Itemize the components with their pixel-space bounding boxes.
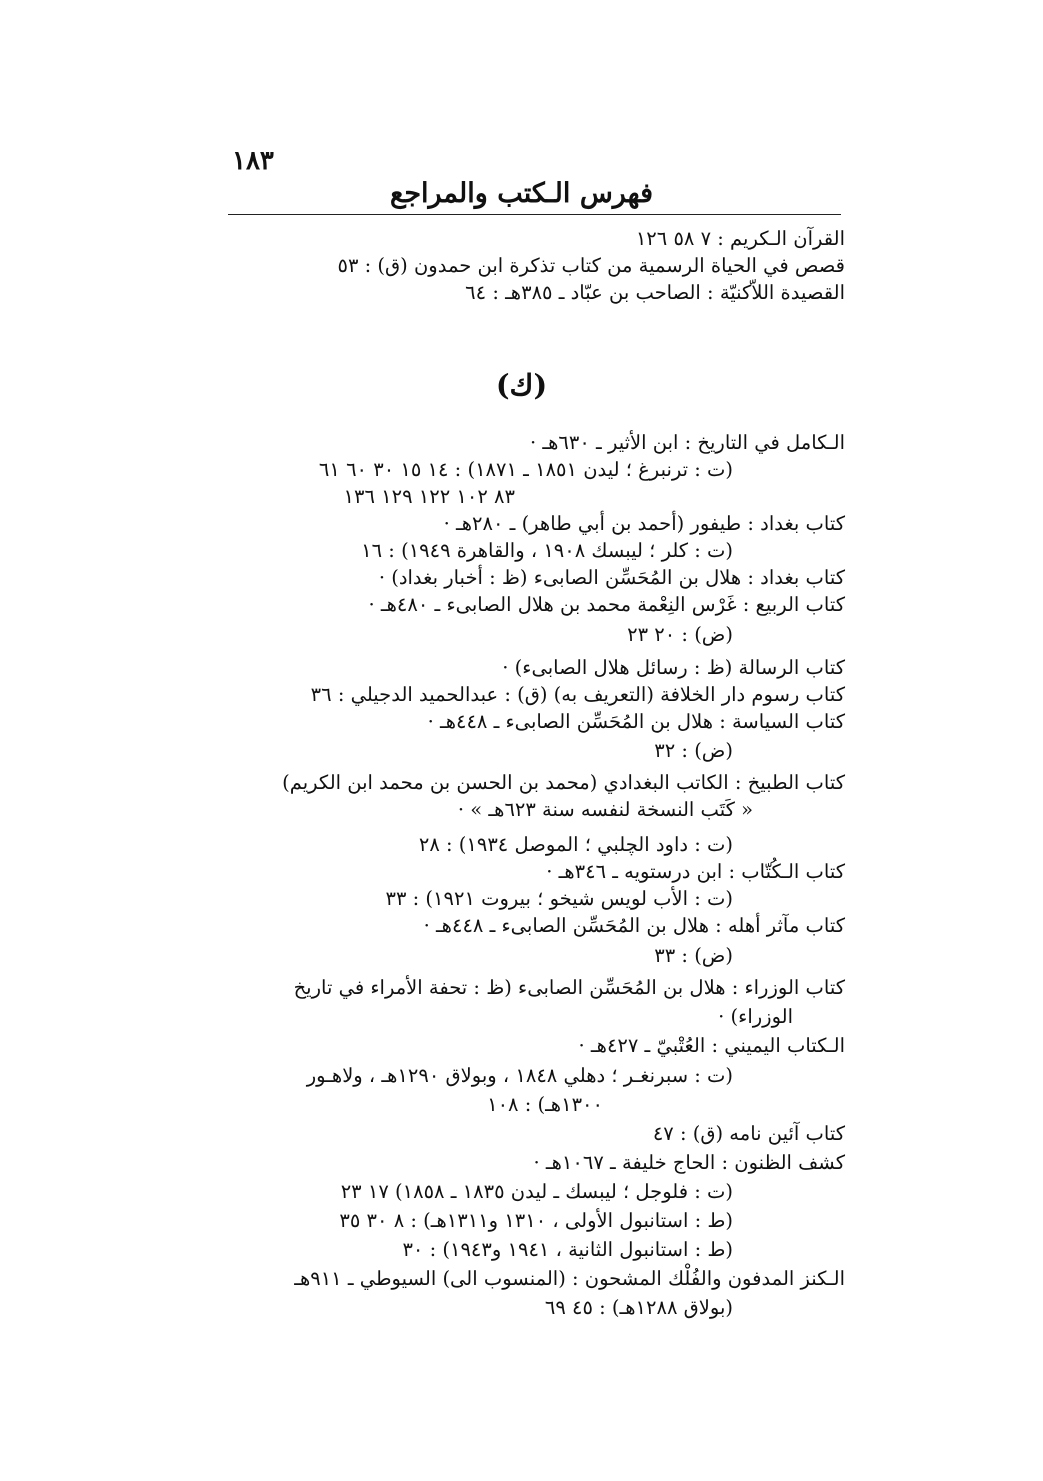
index-entry-detail: (ض) : ٣٢ [654,739,733,762]
index-entry-detail: ٨٣ ١٠٢ ١٢٢ ١٢٩ ١٣٦ [343,485,515,508]
index-entry: قصص في الحياة الرسمية من كتاب تذكرة ابن حمدون (ق) : ٥٣ [337,254,845,277]
index-entry: كتاب بغداد : هلال بن المُحَسِّن الصابىء (ظ : أخبار بغداد) · [378,566,845,589]
index-entry-detail: (ت : الأب لويس شيخو ؛ بيروت ١٩٢١) : ٣٣ [385,887,733,910]
index-entry: القصيدة اللاّكنيّة : الصاحب بن عبّاد ـ ٣٨٥هـ : ٦٤ [465,281,845,304]
index-entry-detail: ١٣٠٠هـ) : ١٠٨ [487,1093,603,1116]
index-entry-detail: (ط : استانبول الثانية ، ١٩٤١ و١٩٤٣) : ٣٠ [402,1238,733,1261]
index-entry: الـكنز المدفون والفُلْك المشحون : (المنسوب الى) السيوطي ـ ٩١١هـ [294,1267,845,1290]
index-entry: كتاب الطبيخ : الكاتب البغدادي (محمد بن الحسن بن محمد ابن الكريم) [282,771,845,794]
index-entry-detail: (ض) : ٢٠ ٢٣ [627,623,733,646]
index-entry: كتاب الربيع : غَرْس النِعْمة محمد بن هلال الصابىء ـ ٤٨٠هـ · [368,593,845,616]
index-entry: كتاب الرسالة (ظ : رسائل هلال الصابىء) · [502,656,845,679]
index-entry-detail: (ت : داود الچلبي ؛ الموصل ١٩٣٤) : ٢٨ [418,833,733,856]
index-entry: كتاب السياسة : هلال بن المُحَسِّن الصابىء ـ ٤٤٨هـ · [427,710,845,733]
section-letter: (ك) [495,368,548,402]
page-number: ١٨٣ [232,146,274,176]
index-entry-detail: الوزراء) · [718,1005,793,1028]
index-entry: كتاب مآثر أهله : هلال بن المُحَسِّن الصابىء ـ ٤٤٨هـ · [423,914,845,937]
index-entry-detail: (ض) : ٣٣ [654,944,733,967]
index-entry-detail: (ت : كلر ؛ ليبسك ١٩٠٨ ، والقاهرة ١٩٤٩) : ١٦ [361,539,733,562]
page-title: فهرس الـكتب والمراجع [389,178,654,209]
index-entry: القرآن الـكريم : ٧ ٥٨ ١٢٦ [635,227,845,250]
index-entry: كتاب آئين نامه (ق) : ٤٧ [652,1122,845,1145]
index-entry-detail: « كَتَب النسخة لنفسه سنة ٦٢٣هـ » · [457,798,753,821]
index-entry: كتاب بغداد : طيفور (أحمد بن أبي طاهر) ـ ٢٨٠هـ · [443,512,845,535]
index-entry: كتاب الـكُتّاب : ابن درستويه ـ ٣٤٦هـ · [546,860,845,883]
index-entry: كتاب رسوم دار الخلافة (التعريف به) (ق) : عبدالحميد الدجيلي : ٣٦ [310,683,845,706]
index-entry-detail: (ت : فلوجل ؛ ليبسك ـ ليدن ١٨٣٥ ـ ١٨٥٨) ١٧ ٢٣ [340,1180,733,1203]
index-entry: الـكامل في التاريخ : ابن الأثير ـ ٦٣٠هـ · [530,431,845,454]
index-entry-detail: (ت : سبرنغـر ؛ دهلي ١٨٤٨ ، وبولاق ١٢٩٠هـ ، ولاهـور [306,1064,733,1087]
index-entry-detail: (ط : استانبول الأولى ، ١٣١٠ و١٣١١هـ) : ٨ ٣٠ ٣٥ [339,1209,733,1232]
index-entry: كتاب الوزراء : هلال بن المُحَسِّن الصابىء (ظ : تحفة الأمراء في تاريخ [293,976,845,999]
index-entry: كشف الظنون : الحاج خليفة ـ ١٠٦٧هـ · [533,1151,845,1174]
index-entry-detail: (ت : ترنبرغ ؛ ليدن ١٨٥١ ـ ١٨٧١) : ١٤ ١٥ ٣٠ ٦٠ ٦١ [318,458,733,481]
index-entry-detail: (بولاق ١٢٨٨هـ) : ٤٥ ٦٩ [544,1296,733,1319]
index-entry: الـكتاب اليميني : العُتْبيّ ـ ٤٢٧هـ · [578,1034,845,1057]
